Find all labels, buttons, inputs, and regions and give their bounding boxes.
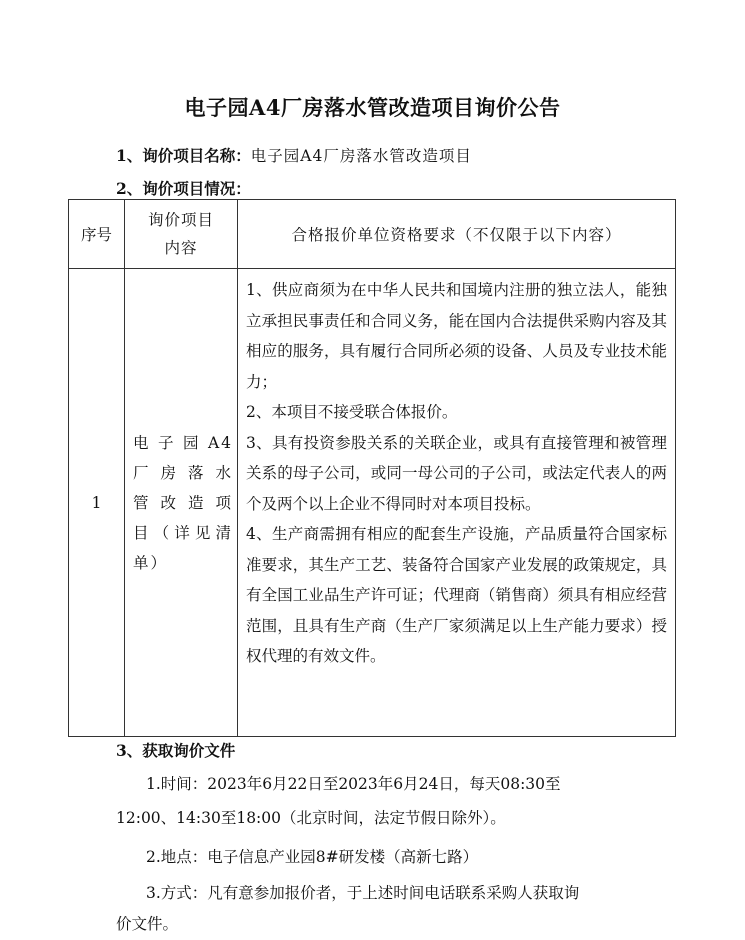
row-project-name-line: 单） xyxy=(133,553,169,572)
project-name-value: 电子园A4厂房落水管改造项目 xyxy=(250,147,472,165)
row-requirements xyxy=(238,269,676,737)
table-header-row xyxy=(69,200,676,269)
section-3-label: 3、获取询价文件 xyxy=(116,741,236,760)
table-row xyxy=(69,269,676,737)
header-content xyxy=(125,200,238,269)
header-seq: 序号 xyxy=(69,200,125,269)
requirement-item: 3、具有投资参股关系的关联企业，或具有直接管理和被管理关系的母子公司，或同一母公司的子公司，或法定代表人的两个及两个以上企业不得同时对本项目投标。 xyxy=(246,433,667,513)
header-content-line2: 内容 xyxy=(164,239,198,257)
method-line-1: 3.方式：凡有意参加报价者，于上述时间电话联系采购人获取询 xyxy=(146,884,580,902)
method-line-2: 价文件。 xyxy=(116,915,179,933)
requirement-item: 2、本项目不接受联合体报价。 xyxy=(246,403,458,421)
row-project-name xyxy=(125,269,238,737)
row-project-name-line: 管改造项 xyxy=(133,493,233,512)
requirement-item: 1、供应商须为在中华人民共和国境内注册的独立法人，能独立承担民事责任和合同义务，能在国内合法提供采购内容及其相应的服务，具有履行合同所必须的设备、人员及专业技术能力； xyxy=(246,281,667,391)
row-seq: 1 xyxy=(69,269,125,737)
row-project-name-line: 电子园A4 xyxy=(133,433,233,452)
time-line-2: 12:00、14:30至18:00（北京时间，法定节假日除外）。 xyxy=(116,809,506,827)
row-project-name-line: 目（详见清 xyxy=(133,523,233,542)
header-content-line1: 询价项目 xyxy=(147,211,214,229)
location-line: 2.地点：电子信息产业园8#研发楼（高新七路） xyxy=(146,848,479,866)
section-1-label: 1、询价项目名称： xyxy=(116,146,251,165)
requirement-item: 4、生产商需拥有相应的配套生产设施，产品质量符合国家标准要求，其生产工艺、装备符合国家产业发展的政策规定，具有全国工业品生产许可证；代理商（销售商）须具有相应经营范围，且具有生产商（生产厂家须满足以上生产能力要求）授权代理的有效文件。 xyxy=(246,525,667,665)
page-title: 电子园A4厂房落水管改造项目询价公告 xyxy=(184,95,561,120)
section-1 xyxy=(116,144,472,166)
row-project-name-line: 厂房落水 xyxy=(133,463,233,482)
section-2-label: 2、询价项目情况： xyxy=(116,179,251,198)
time-line-1: 1.时间：2023年6月22日至2023年6月24日，每天08:30至 xyxy=(146,775,561,793)
inquiry-table xyxy=(68,199,676,737)
header-requirements: 合格报价单位资格要求（不仅限于以下内容） xyxy=(238,200,676,269)
